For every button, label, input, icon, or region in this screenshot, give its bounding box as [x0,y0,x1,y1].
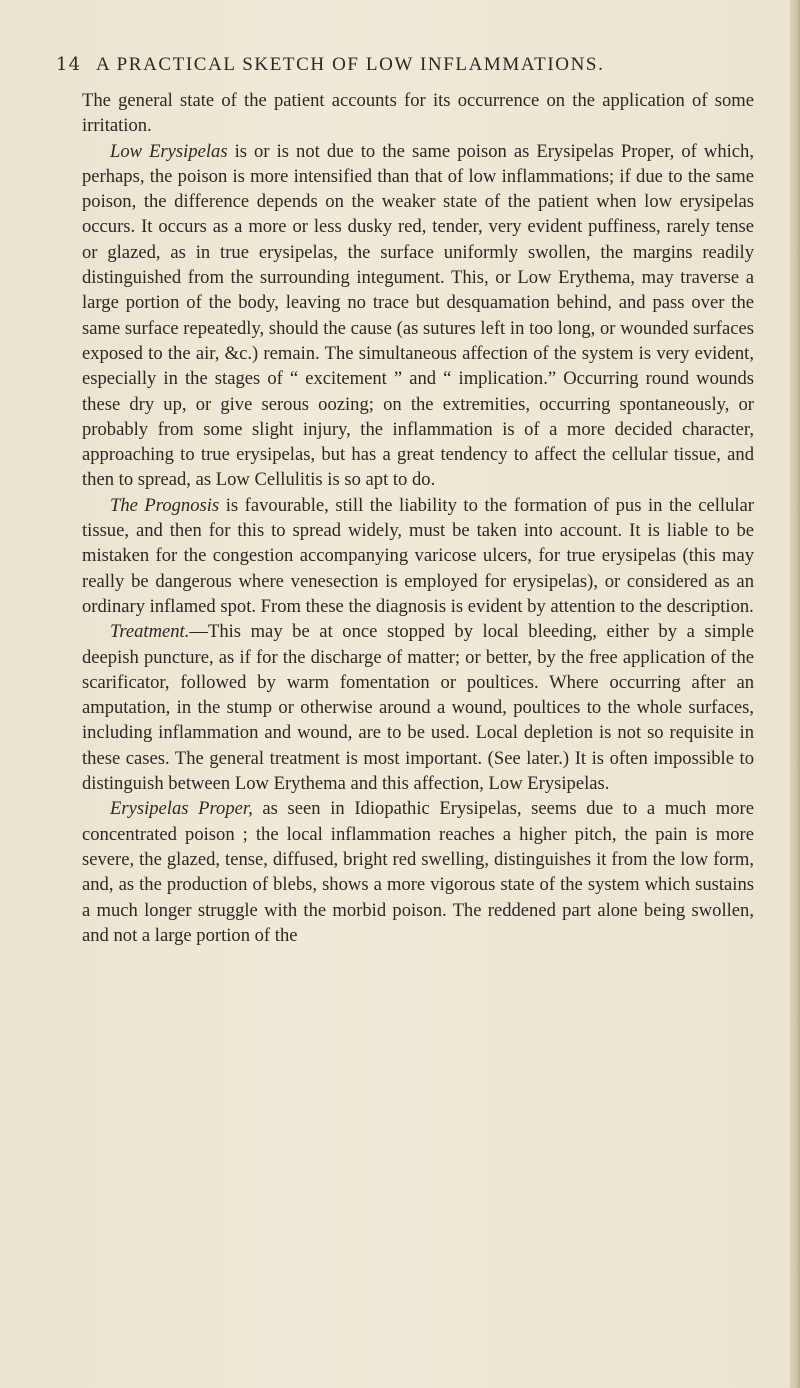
page-number: 14 [56,54,82,75]
paragraph-intro [82,88,754,139]
running-title: A PRACTICAL SKETCH OF LOW INFLAMMATIONS. [96,54,605,75]
body-text [82,88,754,948]
paragraph-text: —This may be at once stopped by local bleeding, either by a simple deepish puncture, as if for the discharge of matter; or better, by the free application of the scarificator, followed by warm fomentation or poultices. Where occurring after an amputation, in the stump or otherwise around a wound, poultices to the whole surfaces, including inflammation and wound, are to be used. Local depletion is not so requisite in these cases. The general treatment is most important. (See later.) It is often impossible to distinguish between Low Erythema and this affection, Low Erysipelas. [82,621,754,795]
paragraph-lead: Low Erysipelas [110,140,228,162]
paragraph-lead: Erysipelas Proper, [110,798,253,820]
paragraph-text: The general state of the patient accounts for its occurrence on the application of some irritation. [82,90,754,137]
paragraph-erysipelas-proper [82,796,754,948]
paragraph-text: is favourable, still the liability to the formation of pus in the cellular tissue, and then for this to spread widely, must be taken into account. It is liable to be mistaken for the congestion accompanying varicose ulcers, for true erysipelas (this may really be dangerous where venesection is employed for erysipelas), or considered as an ordinary inflamed spot. From these the diagnosis is evident by attention to the description. [82,494,754,617]
paragraph-treatment [82,619,754,796]
paragraph-text: as seen in Idiopathic Erysipelas, seems due to a much more concentrated poison ; the local inflammation reaches a higher pitch, the pain is more severe, the glazed, tense, diffused, bright red swelling, distinguishes it from the low form, and, as the production of blebs, shows a more vigorous state of the system which sustains a much longer struggle with the morbid poison. The reddened part alone being swollen, and not a large portion of the [82,798,755,946]
running-header [56,54,756,76]
paragraph-text: is or is not due to the same poison as Erysipelas Proper, of which, perhaps, the poison is more intensified than that of low inflammations; if due to the same poison, the difference depends on the weaker state of the patient when low erysipelas occurs. It occurs as a more or less dusky red, tender, very evident puffiness, rarely tense or glazed, as in true erysipelas, the surface uniformly swollen, the margins readily distinguished from the surrounding integument. This, or Low Erythema, may traverse a large portion of the body, leaving no trace but desquamation behind, and pass over the same surface repeatedly, should the cause (as sutures left in too long, or wounded surfaces exposed to the air, &c.) remain. The simultaneous affection of the system is very evident, especially in the stages of “ excitement ” and “ implication.” Occurring round wounds these dry up, or give serous oozing; on the extremities, occurring spontaneously, or probably from some slight injury, the inflammation is of a more decided character, approaching to true erysipelas, but has a great tendency to affect the cellular tissue, and then to spread, as Low Cellulitis is so apt to do. [82,140,754,491]
page-edge [790,0,800,1388]
paragraph-lead: Treatment. [110,621,190,643]
paragraph-lead: The Prognosis [110,494,220,516]
paragraph-low-erysipelas [82,139,754,493]
paragraph-prognosis [82,493,754,619]
